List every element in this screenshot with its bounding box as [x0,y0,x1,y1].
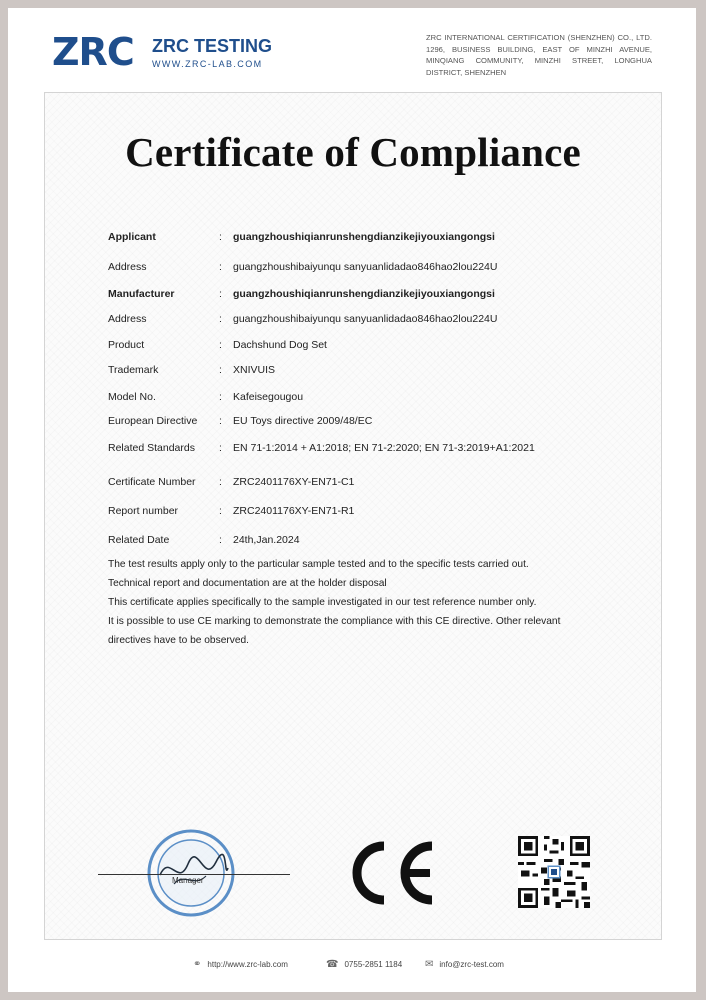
separator: : [219,391,222,403]
separator: : [219,415,222,427]
directive-value: EU Toys directive 2009/48/EC [233,415,373,427]
phone-icon: ☎ [326,959,339,970]
footer-email-text[interactable]: info@zrc-test.com [439,960,504,969]
footer-email [425,959,504,970]
zrc-logo [52,30,282,75]
report-number-value: ZRC2401176XY-EN71-R1 [233,505,355,517]
signature-area [98,828,298,923]
footer-web-text[interactable]: http://www.zrc-lab.com [207,960,288,969]
separator: : [219,364,222,376]
separator: : [219,505,222,517]
signature-label: Manager [172,876,204,885]
signature-line [98,874,290,875]
certificate-notes [108,555,578,650]
certificate-number-label: Certificate Number [108,476,196,488]
certificate-title: Certificate of Compliance [125,129,581,175]
separator: : [219,534,222,546]
note-line: It is possible to use CE marking to demonstrate the compliance with this CE directive. Other relevant directives have to be observed. [108,616,561,646]
company-address: ZRC INTERNATIONAL CERTIFICATION (SHENZHEN) CO., LTD. 1296, BUSINESS BUILDING, EAST OF MINZHI AVENUE, MINQIANG COMMUNITY, MINZHI STREET, LONGHUA DISTRICT, SHENZHEN [426,33,652,77]
standards-value: EN 71-1:2014 + A1:2018; EN 71-2:2020; EN 71-3:2019+A1:2021 [233,442,535,454]
footer-phone [326,959,402,970]
ce-mark-icon [344,840,436,906]
note-line: Technical report and documentation are at the holder disposal [108,578,387,589]
separator: : [219,476,222,488]
report-number-label: Report number [108,505,179,517]
separator: : [219,442,222,454]
standards-label: Related Standards [108,442,195,454]
note-line: The test results apply only to the particular sample tested and to the specific tests carried out. [108,559,529,570]
manufacturer-address-value: guangzhoushibaiyunqu sanyuanlidadao846hao2lou224U [233,313,498,325]
logo-letters: ZRC [52,30,134,74]
separator: : [219,313,222,325]
footer [0,955,706,975]
related-date-label: Related Date [108,534,170,546]
related-date-value: 24th,Jan.2024 [233,534,300,546]
manufacturer-label: Manufacturer [108,288,175,300]
logo-company-name: ZRC TESTING [152,36,272,56]
separator: : [219,288,222,300]
model-value: Kafeisegougou [233,391,304,403]
zrc-stamp-icon [146,828,236,918]
separator: : [219,339,222,351]
mail-icon: ✉ [425,959,434,970]
manufacturer-value: guangzhoushiqianrunshengdianzikejiyouxiangongsi [233,288,495,300]
trademark-label: Trademark [108,364,159,376]
applicant-address-value: guangzhoushibaiyunqu sanyuanlidadao846hao2lou224U [233,261,498,273]
note-line: This certificate applies specifically to the sample investigated in our test reference number only. [108,597,537,608]
separator: : [219,231,222,243]
product-value: Dachshund Dog Set [233,339,327,351]
trademark-value: XNIVUIS [233,364,276,376]
footer-phone-text: 0755-2851 1184 [344,960,403,969]
footer-web [193,959,288,970]
certificate-number-value: ZRC2401176XY-EN71-C1 [233,476,355,488]
separator: : [219,261,222,273]
manufacturer-address-label: Address [108,313,147,325]
globe-icon: ⚭ [193,959,202,970]
applicant-label: Applicant [108,231,156,243]
model-label: Model No. [108,391,156,403]
product-label: Product [108,339,145,351]
directive-label: European Directive [108,415,198,427]
qr-code-icon [518,836,590,908]
applicant-address-label: Address [108,261,147,273]
logo-url: WWW.ZRC-LAB.COM [152,59,263,69]
applicant-value: guangzhoushiqianrunshengdianzikejiyouxiangongsi [233,231,495,243]
